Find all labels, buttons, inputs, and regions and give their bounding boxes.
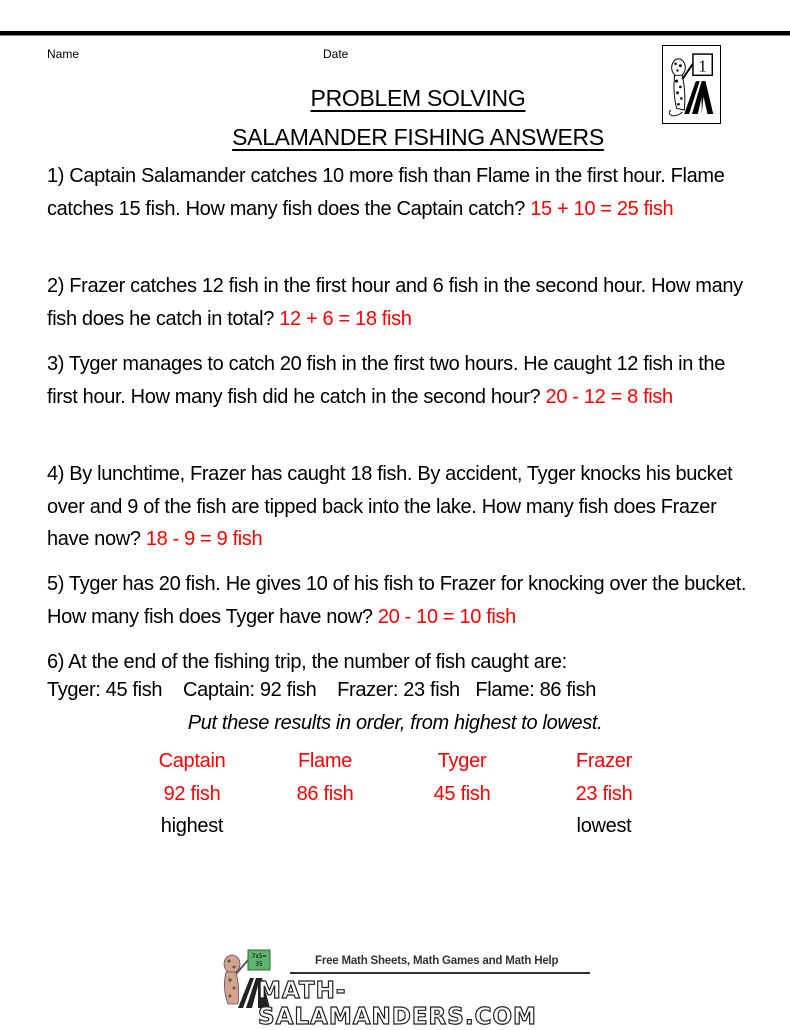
problem-2 [47,270,757,335]
svg-text:7x5=: 7x5= [251,953,267,960]
date-label: Date [323,47,349,61]
problem-5 [47,568,757,633]
problem-question: 1) Captain Salamander catches 10 more fish than Flame in the first hour. Flame catches 15 fish. How many fish does the Captain catch? [47,165,725,220]
order-name: Frazer [576,750,632,772]
order-note [265,810,385,843]
problem-4 [47,458,757,556]
footer-divider [290,972,590,974]
problem-question: 6) At the end of the fishing trip, the number of fish caught are: [47,651,567,673]
problem-6 [47,646,757,679]
worksheet-subtitle: SALAMANDER FISHING ANSWERS [232,124,604,150]
svg-text:1: 1 [698,56,707,76]
ordering-instruction: Put these results in order, from highest to lowest. [187,712,603,734]
problem-answer: 20 - 10 = 10 fish [377,605,516,628]
problem-answer: 12 + 6 = 18 fish [279,307,412,330]
order-fish: 45 fish [433,782,491,805]
order-fish: 23 fish [575,782,633,805]
footer-site-name[interactable]: MATH-SALAMANDERS.COM [258,978,537,1030]
footer-tagline: Free Math Sheets, Math Games and Math Help [315,955,559,967]
problem-3 [47,348,757,413]
order-name: Flame [297,750,353,772]
problem-1 [47,160,757,225]
order-column-2 [265,745,385,843]
top-rule [0,31,790,36]
order-name: Tyger [437,750,487,772]
order-note: highest [160,815,224,837]
order-fish: 86 fish [296,782,354,805]
order-column-3 [402,745,522,843]
order-column-4 [544,745,664,843]
problem-question: 4) By lunchtime, Frazer has caught 18 fish. By accident, Tyger knocks his bucket over and 9 of the fish are tipped back into the lake. How many fish does Frazer have now? [47,463,733,550]
problem-question: 2) Frazer catches 12 fish in the first hour and 6 fish in the second hour. How many fish does he catch in total? [47,275,743,330]
footer-site-logo[interactable] [210,948,590,1030]
order-note: lowest [576,815,632,837]
problem-question: 5) Tyger has 20 fish. He gives 10 of his fish to Frazer for knocking over the bucket. How many fish does Tyger have now? [47,573,747,628]
problem-question: 3) Tyger manages to catch 20 fish in the first two hours. He caught 12 fish in the first hour. How many fish did he catch in the second hour? [47,353,725,408]
order-column-1 [132,745,252,843]
name-label: Name [47,47,80,61]
order-name: Captain [158,750,226,772]
worksheet-title: PROBLEM SOLVING [310,85,526,111]
problem-answer: 15 + 10 = 25 fish [530,197,674,220]
problem-answer: 20 - 12 = 8 fish [545,385,673,408]
order-fish: 92 fish [163,782,221,805]
fish-results-line: Tyger: 45 fish Captain: 92 fish Frazer: 23 fish Flame: 86 fish [47,679,597,701]
svg-text:35: 35 [255,961,263,968]
order-note [402,810,522,843]
problem-answer: 18 - 9 = 9 fish [145,528,263,550]
